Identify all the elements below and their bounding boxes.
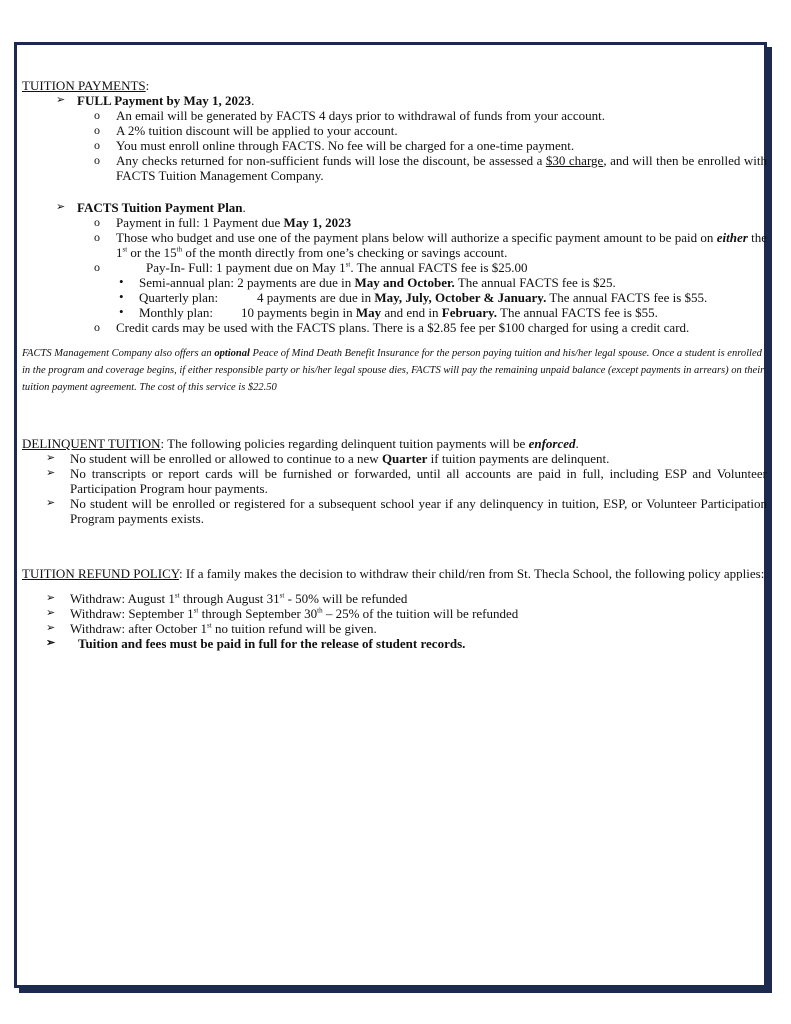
circle-bullet-icon: o [94, 123, 100, 137]
refund-item-4: ➢ Tuition and fees must be paid in full for the release of student records. [46, 636, 466, 651]
semi-annual-plan: • Semi-annual plan: 2 payments are due in May and October. The annual FACTS fee is $25. [119, 274, 616, 290]
full-item-1: o An email will be generated by FACTS 4 days prior to withdrawal of funds from your account. [94, 108, 605, 123]
delinquent-item-1: ➢ No student will be enrolled or allowed to continue to a new Quarter if tuition payments are delinquent. [46, 451, 610, 466]
full-item-3: o You must enroll online through FACTS. No fee will be charged for a one-time payment. [94, 138, 575, 153]
arrow-bullet-icon: ➢ [56, 201, 66, 213]
payment-plan-title: ➢ FACTS Tuition Payment Plan. [56, 200, 246, 215]
delinquent-heading: DELINQUENT TUITION: The following policies regarding delinquent tuition payments will be enforced. [22, 436, 579, 451]
plan-item-2: o Those who budget and use one of the payment plans below will authorize a specific payment amount to be paid on either the 1st or the 15th of the month directly from one’s checking or savings account. [94, 230, 767, 260]
arrow-bullet-icon: ➢ [46, 497, 56, 509]
arrow-bullet-icon: ➢ [46, 467, 56, 479]
arrow-bullet-icon: ➢ [46, 637, 56, 649]
insurance-note: FACTS Management Company also offers an optional Peace of Mind Death Benefit Insurance for the person paying tuition and his/her legal spouse. Once a student is enrolled in the program and coverage begins, if either responsible party or his/her legal spouse dies, FACTS will pay the remaining unpaid balance (except payments in arrears) on their tuition payment agreement. The cost of this service is $22.50 [22, 348, 765, 393]
refund-item-3: ➢ Withdraw: after October 1st no tuition refund will be given. [46, 621, 377, 636]
quarterly-plan: • Quarterly plan: 4 payments are due in May, July, October & January. The annual FACTS fee is $55. [119, 289, 708, 305]
dot-bullet-icon: • [119, 304, 124, 319]
circle-bullet-icon: o [94, 138, 100, 152]
arrow-bullet-icon: ➢ [56, 94, 66, 106]
refund-heading: TUITION REFUND POLICY: If a family makes the decision to withdraw their child/ren from St. Thecla School, the following policy applies: [22, 566, 765, 581]
plan-item-1: o Payment in full: 1 Payment due May 1, 2023 [94, 215, 352, 230]
circle-bullet-icon: o [94, 260, 100, 274]
circle-bullet-icon: o [94, 230, 100, 244]
circle-bullet-icon: o [94, 108, 100, 122]
tuition-payments-heading: TUITION PAYMENTS: [22, 78, 150, 93]
monthly-plan: • Monthly plan: 10 payments begin in May and end in February. The annual FACTS fee is $55. [119, 304, 658, 320]
circle-bullet-icon: o [94, 320, 100, 334]
full-item-2: o A 2% tuition discount will be applied to your account. [94, 123, 398, 138]
arrow-bullet-icon: ➢ [46, 607, 56, 619]
refund-item-2: ➢ Withdraw: September 1st through September 30th – 25% of the tuition will be refunded [46, 606, 519, 621]
dot-bullet-icon: • [119, 289, 124, 304]
arrow-bullet-icon: ➢ [46, 592, 56, 604]
document-body [22, 78, 767, 651]
plan-credit-cards: o Credit cards may be used with the FACTS plans. There is a $2.85 fee per $100 charged for using a credit card. [94, 320, 690, 335]
circle-bullet-icon: o [94, 153, 100, 167]
full-item-4: o Any checks returned for non-sufficient funds will lose the discount, be assessed a $30 charge, and will then be enrolled with FACTS Tuition Management Company. [94, 153, 767, 183]
arrow-bullet-icon: ➢ [46, 622, 56, 634]
arrow-bullet-icon: ➢ [46, 452, 56, 464]
full-payment-title: ➢ FULL Payment by May 1, 2023. [56, 93, 255, 108]
delinquent-item-3: ➢ No student will be enrolled or registered for a subsequent school year if any delinquency in tuition, ESP, or Volunteer Participation Program payments exists. [46, 496, 767, 526]
circle-bullet-icon: o [94, 215, 100, 229]
dot-bullet-icon: • [119, 274, 124, 289]
plan-item-3: o Pay-In- Full: 1 payment due on May 1st. The annual FACTS fee is $25.00 [94, 260, 528, 275]
refund-item-1: ➢ Withdraw: August 1st through August 31st - 50% will be refunded [46, 591, 408, 606]
delinquent-item-2: ➢ No transcripts or report cards will be furnished or forwarded, until all accounts are paid in full, including ESP and Volunteer Participation Program hour payments. [46, 466, 767, 496]
